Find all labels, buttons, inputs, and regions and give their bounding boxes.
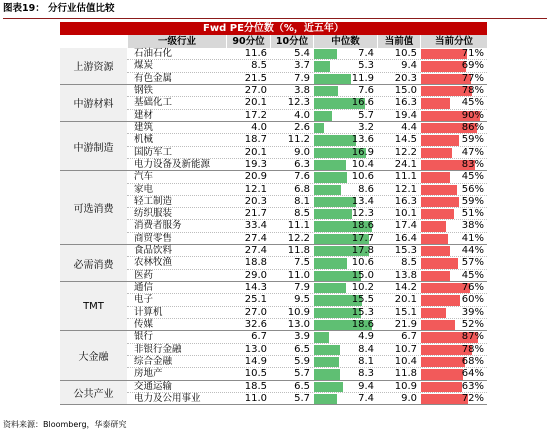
- percentile-value: 72%: [461, 392, 484, 404]
- industry-name: 房地产: [134, 368, 163, 380]
- p90-value: 12.1: [244, 183, 267, 195]
- p90-value: 17.2: [244, 109, 267, 121]
- percentile-value: 59%: [461, 134, 484, 146]
- col-header-p90: 90分位: [226, 35, 270, 48]
- percentile-value: 69%: [461, 60, 484, 72]
- p10-value: 5.4: [294, 48, 310, 59]
- percentile-value: 57%: [461, 257, 484, 269]
- industry-name: 煤炭: [134, 60, 154, 72]
- industry-name: 纺织服装: [134, 208, 173, 220]
- median-value: 13.6: [351, 134, 374, 146]
- p90-value: 11.0: [244, 392, 267, 404]
- source-note: 资料来源：Bloomberg，华泰研究: [3, 420, 127, 429]
- industry-name: 建筑: [134, 121, 154, 133]
- median-value: 7.4: [358, 392, 374, 404]
- p90-value: 20.1: [244, 146, 267, 158]
- current-value: 12.2: [394, 146, 417, 158]
- p90-value: 27.0: [244, 84, 267, 96]
- industry-name: 非银行金融: [134, 343, 182, 355]
- percentile-value: 52%: [461, 319, 484, 331]
- percentile-value: 41%: [461, 232, 484, 244]
- group-label: 中游材料: [60, 85, 127, 122]
- p10-value: 10.9: [287, 306, 310, 318]
- p90-value: 29.0: [244, 269, 267, 281]
- percentile-value: 47%: [461, 146, 484, 158]
- group-label: 公共产业: [60, 381, 127, 406]
- percentile-value: 90%: [461, 109, 484, 121]
- percentile-value: 59%: [461, 195, 484, 207]
- p90-value: 18.7: [244, 134, 267, 146]
- median-value: 5.7: [358, 109, 374, 121]
- percentile-value: 86%: [461, 121, 484, 133]
- current-value: 14.2: [394, 282, 417, 294]
- col-header-p10: 10分位: [270, 35, 313, 48]
- industry-name: 医药: [134, 269, 154, 281]
- p10-value: 13.0: [287, 319, 310, 331]
- p90-value: 20.3: [244, 195, 267, 207]
- p10-value: 5.7: [294, 368, 310, 380]
- median-value: 15.3: [351, 306, 374, 318]
- p10-value: 6.3: [294, 158, 310, 170]
- group-label: 大金融: [60, 331, 127, 380]
- current-value: 17.4: [394, 220, 417, 232]
- industry-name: 电力设备及新能源: [134, 158, 211, 170]
- p90-value: 14.3: [244, 282, 267, 294]
- current-value: 24.1: [394, 158, 417, 170]
- p10-value: 6.8: [294, 183, 310, 195]
- median-value: 10.2: [351, 282, 374, 294]
- p90-value: 20.1: [244, 97, 267, 109]
- industry-name: 电力及公用事业: [134, 392, 201, 404]
- percentile-value: 77%: [461, 72, 484, 84]
- p90-value: 27.4: [244, 245, 267, 257]
- industry-name: 农林牧渔: [134, 257, 173, 269]
- median-value: 8.6: [358, 183, 374, 195]
- caption-divider: [3, 18, 547, 19]
- p10-value: 7.9: [294, 72, 310, 84]
- median-value: 15.0: [351, 269, 374, 281]
- p10-value: 5.9: [294, 356, 310, 367]
- current-value: 10.9: [394, 380, 417, 392]
- industry-name: 机械: [134, 134, 154, 146]
- p10-value: 7.5: [294, 257, 310, 269]
- p10-value: 12.3: [287, 97, 310, 109]
- current-value: 9.4: [401, 60, 417, 72]
- current-value: 16.3: [394, 195, 417, 207]
- col-header-percentile: 当前分位: [420, 35, 487, 48]
- industry-name: 国防军工: [134, 146, 173, 158]
- current-value: 10.1: [394, 208, 417, 220]
- figure-caption: 图表19： 分行业估值比较: [3, 3, 115, 14]
- median-value: 11.9: [351, 72, 374, 84]
- p10-value: 3.8: [294, 84, 310, 96]
- p90-value: 18.5: [244, 380, 267, 392]
- median-value: 10.6: [351, 171, 374, 183]
- median-value: 5.3: [358, 60, 374, 72]
- current-value: 8.5: [401, 257, 417, 269]
- median-value: 15.5: [351, 294, 374, 306]
- p10-value: 9.5: [294, 294, 310, 306]
- group-label: 中游制造: [60, 122, 127, 171]
- p90-value: 21.7: [244, 208, 267, 220]
- group-label: 必需消费: [60, 245, 127, 282]
- p90-value: 10.5: [244, 368, 267, 380]
- median-value: 18.6: [351, 220, 374, 232]
- percentile-value: 63%: [461, 380, 484, 392]
- industry-name: 商贸零售: [134, 232, 173, 244]
- median-value: 3.2: [358, 121, 374, 133]
- median-value: 7.6: [358, 84, 374, 96]
- p90-value: 8.5: [251, 60, 267, 72]
- p90-value: 21.5: [244, 72, 267, 84]
- industry-name: 汽车: [134, 171, 154, 183]
- group-divider: [127, 404, 487, 405]
- current-value: 4.4: [401, 121, 417, 133]
- current-value: 19.4: [394, 109, 417, 121]
- industry-name: 通信: [134, 282, 154, 294]
- p90-value: 27.0: [244, 306, 267, 318]
- current-value: 21.9: [394, 319, 417, 331]
- group-label: 上游资源: [60, 48, 127, 85]
- p10-value: 12.2: [287, 232, 310, 244]
- percentile-value: 38%: [461, 220, 484, 232]
- percentile-value: 56%: [461, 183, 484, 195]
- p10-value: 7.6: [294, 171, 310, 183]
- current-value: 10.4: [394, 356, 417, 367]
- p10-value: 7.9: [294, 282, 310, 294]
- p10-value: 8.1: [294, 195, 310, 207]
- current-value: 6.7: [401, 331, 417, 343]
- p10-value: 11.2: [287, 134, 310, 146]
- group-label: 可选消费: [60, 171, 127, 245]
- col-header-current: 当前值: [377, 35, 420, 48]
- p10-value: 11.8: [287, 245, 310, 257]
- industry-name: 轻工制造: [134, 195, 173, 207]
- industry-name: 传媒: [134, 319, 154, 331]
- median-value: 7.4: [358, 48, 374, 59]
- current-value: 16.3: [394, 97, 417, 109]
- industry-name: 综合金融: [134, 356, 173, 367]
- median-value: 16.9: [351, 146, 374, 158]
- current-value: 12.1: [394, 183, 417, 195]
- p90-value: 33.4: [244, 220, 267, 232]
- percentile-value: 68%: [461, 356, 484, 367]
- median-value: 4.9: [358, 331, 374, 343]
- current-value: 11.8: [394, 368, 417, 380]
- percentile-value: 78%: [461, 84, 484, 96]
- current-value: 16.4: [394, 232, 417, 244]
- p10-value: 4.0: [294, 109, 310, 121]
- percentile-value: 51%: [461, 208, 484, 220]
- current-value: 13.8: [394, 269, 417, 281]
- industry-name: 家电: [134, 183, 154, 195]
- percentile-value: 45%: [461, 171, 484, 183]
- median-value: 8.3: [358, 368, 374, 380]
- p90-value: 19.3: [244, 158, 267, 170]
- p10-value: 11.1: [287, 220, 310, 232]
- col-header-industry: 一级行业: [127, 35, 226, 48]
- percentile-value: 60%: [461, 294, 484, 306]
- p90-value: 11.6: [244, 48, 267, 59]
- current-value: 9.0: [401, 392, 417, 404]
- table-title: Fwd PE分位数（%，近五年）: [60, 22, 487, 35]
- percentile-value: 64%: [461, 368, 484, 380]
- p10-value: 2.6: [294, 121, 310, 133]
- percentile-value: 76%: [461, 282, 484, 294]
- industry-name: 建材: [134, 109, 154, 121]
- median-value: 9.4: [358, 380, 374, 392]
- industry-name: 银行: [134, 331, 154, 343]
- p90-value: 13.0: [244, 343, 267, 355]
- current-value: 20.1: [394, 294, 417, 306]
- group-label: TMT: [60, 282, 127, 331]
- p10-value: 11.0: [287, 269, 310, 281]
- p90-value: 20.9: [244, 171, 267, 183]
- industry-name: 食品饮料: [134, 245, 173, 257]
- percentile-value: 83%: [461, 158, 484, 170]
- current-value: 15.3: [394, 245, 417, 257]
- p90-value: 4.0: [251, 121, 267, 133]
- industry-name: 交通运输: [134, 380, 173, 392]
- current-value: 20.3: [394, 72, 417, 84]
- current-value: 15.0: [394, 84, 417, 96]
- p10-value: 5.7: [294, 392, 310, 404]
- p10-value: 9.0: [294, 146, 310, 158]
- valuation-table: [60, 22, 487, 404]
- median-value: 10.4: [351, 158, 374, 170]
- p10-value: 3.7: [294, 60, 310, 72]
- p90-value: 18.8: [244, 257, 267, 269]
- median-value: 10.6: [351, 257, 374, 269]
- p10-value: 3.9: [294, 331, 310, 343]
- median-value: 12.3: [351, 208, 374, 220]
- percentile-value: 45%: [461, 97, 484, 109]
- median-value: 8.1: [358, 356, 374, 367]
- industry-name: 电子: [134, 294, 154, 306]
- industry-name: 基础化工: [134, 97, 173, 109]
- p10-value: 6.5: [294, 343, 310, 355]
- current-value: 10.5: [394, 48, 417, 59]
- industry-name: 计算机: [134, 306, 163, 318]
- median-value: 8.4: [358, 343, 374, 355]
- percentile-value: 87%: [461, 331, 484, 343]
- percentile-value: 45%: [461, 269, 484, 281]
- percentile-value: 71%: [461, 48, 484, 59]
- p90-value: 14.9: [244, 356, 267, 367]
- current-value: 10.7: [394, 343, 417, 355]
- percentile-value: 39%: [461, 306, 484, 318]
- industry-name: 钢铁: [134, 84, 154, 96]
- industry-name: 消费者服务: [134, 220, 182, 232]
- current-value: 14.5: [394, 134, 417, 146]
- industry-name: 石油石化: [134, 48, 173, 59]
- p90-value: 32.6: [244, 319, 267, 331]
- median-value: 17.7: [351, 232, 374, 244]
- p90-value: 25.1: [244, 294, 267, 306]
- percentile-value: 44%: [461, 245, 484, 257]
- median-value: 13.4: [351, 195, 374, 207]
- current-value: 15.1: [394, 306, 417, 318]
- p90-value: 6.7: [251, 331, 267, 343]
- industry-name: 有色金属: [134, 72, 173, 84]
- p90-value: 27.4: [244, 232, 267, 244]
- col-header-median: 中位数: [313, 35, 377, 48]
- median-value: 18.6: [351, 319, 374, 331]
- p10-value: 8.5: [294, 208, 310, 220]
- current-value: 11.1: [394, 171, 417, 183]
- p10-value: 6.5: [294, 380, 310, 392]
- median-value: 17.8: [351, 245, 374, 257]
- median-value: 16.6: [351, 97, 374, 109]
- percentile-value: 78%: [461, 343, 484, 355]
